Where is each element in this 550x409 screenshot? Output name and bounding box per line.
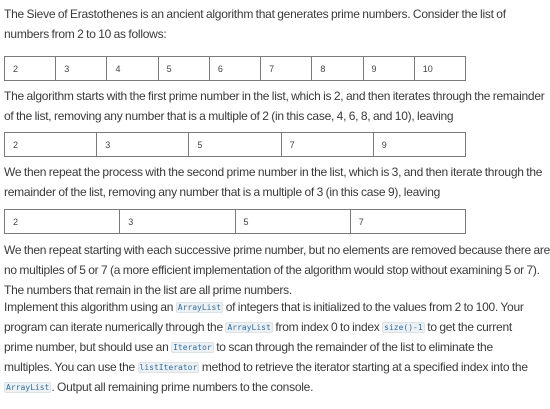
implementation-line-2 (4, 317, 512, 337)
table-cell: 5 (189, 133, 281, 157)
text-run: prime number, but should use an (4, 340, 172, 354)
number-list-after-removing-3 (4, 209, 466, 234)
table-cell: 9 (373, 133, 465, 157)
text-run: Implement this algorithm using an (4, 300, 176, 314)
table-cell: 3 (97, 133, 189, 157)
table-cell: 5 (158, 57, 209, 81)
code-arraylist: ArrayList (177, 303, 222, 312)
table-cell: 8 (312, 57, 363, 81)
implementation-line-5 (4, 377, 470, 397)
code-listiterator: listIterator (139, 363, 198, 372)
intro-paragraph (4, 4, 506, 44)
code-arraylist: ArrayList (227, 323, 271, 332)
step-three-line-1: We then repeat starting with each successive prime number, but no elements are removed because there are (4, 243, 550, 257)
implementation-paragraph (4, 297, 528, 397)
step-one-line-2: of the list, removing any number that is a multiple of 2 (in this case, 4, 6, 8, and 10), leaving (4, 109, 454, 123)
number-list-2-to-10 (4, 56, 466, 81)
table-cell: 7 (261, 57, 312, 81)
text-run: to get the current (424, 320, 512, 334)
text-run: from index 0 to index (272, 320, 383, 334)
table-row (5, 57, 466, 81)
code-size-minus-one: size()-1 (384, 323, 423, 332)
code-arraylist: ArrayList (6, 383, 50, 392)
step-three-line-2: no multiples of 5 or 7 (a more efficient implementation of the algorithm would stop without examining 5 or 7). (4, 263, 540, 277)
table-cell: 3 (120, 210, 235, 234)
intro-line-2: numbers from 2 to 10 as follows: (4, 27, 167, 41)
implementation-line-3 (4, 337, 493, 357)
table-cell: 2 (5, 210, 120, 234)
table-cell: 10 (414, 57, 465, 81)
table-row (5, 210, 466, 234)
table-cell: 5 (235, 210, 350, 234)
table-cell: 7 (350, 210, 465, 234)
table-cell: 2 (5, 57, 56, 81)
table-cell: 3 (56, 57, 107, 81)
step-one-paragraph (4, 86, 545, 126)
table-cell: 4 (107, 57, 158, 81)
table-row (5, 133, 466, 157)
text-run: of integers that is initialized to the values from 2 to 100. Your (223, 300, 524, 314)
text-run: program can iterate numerically through the (4, 320, 226, 334)
text-run: to scan through the remainder of the list to eliminate the (213, 340, 493, 354)
implementation-line-4 (4, 357, 528, 377)
text-run: . Output all remaining prime numbers to the console. (51, 380, 314, 394)
step-one-line-1: The algorithm starts with the first prime number in the list, which is 2, and then iterates through the remainder (4, 89, 545, 103)
table-cell: 2 (5, 133, 97, 157)
text-run: multiples. You can use the (4, 360, 138, 374)
table-cell: 9 (363, 57, 414, 81)
number-list-after-removing-2 (4, 132, 466, 157)
text-run: method to retrieve the iterator starting at a specified index into the (199, 360, 528, 374)
step-two-line-1: We then repeat the process with the second prime number in the list, which is 3, and then iterate through the (4, 165, 543, 179)
intro-line-1: The Sieve of Erastothenes is an ancient algorithm that generates prime numbers. Consider the list of (4, 7, 506, 21)
table-cell: 7 (281, 133, 373, 157)
step-two-line-2: remainder of the list, removing any number that is a multiple of 3 (in this case 9), leaving (4, 185, 441, 199)
implementation-line-1 (4, 297, 524, 317)
step-three-paragraph (4, 240, 550, 300)
code-iterator: Iterator (173, 343, 212, 352)
table-cell: 6 (209, 57, 260, 81)
step-three-line-3: The numbers that remain in the list are all prime numbers. (4, 283, 292, 297)
step-two-paragraph (4, 162, 543, 202)
